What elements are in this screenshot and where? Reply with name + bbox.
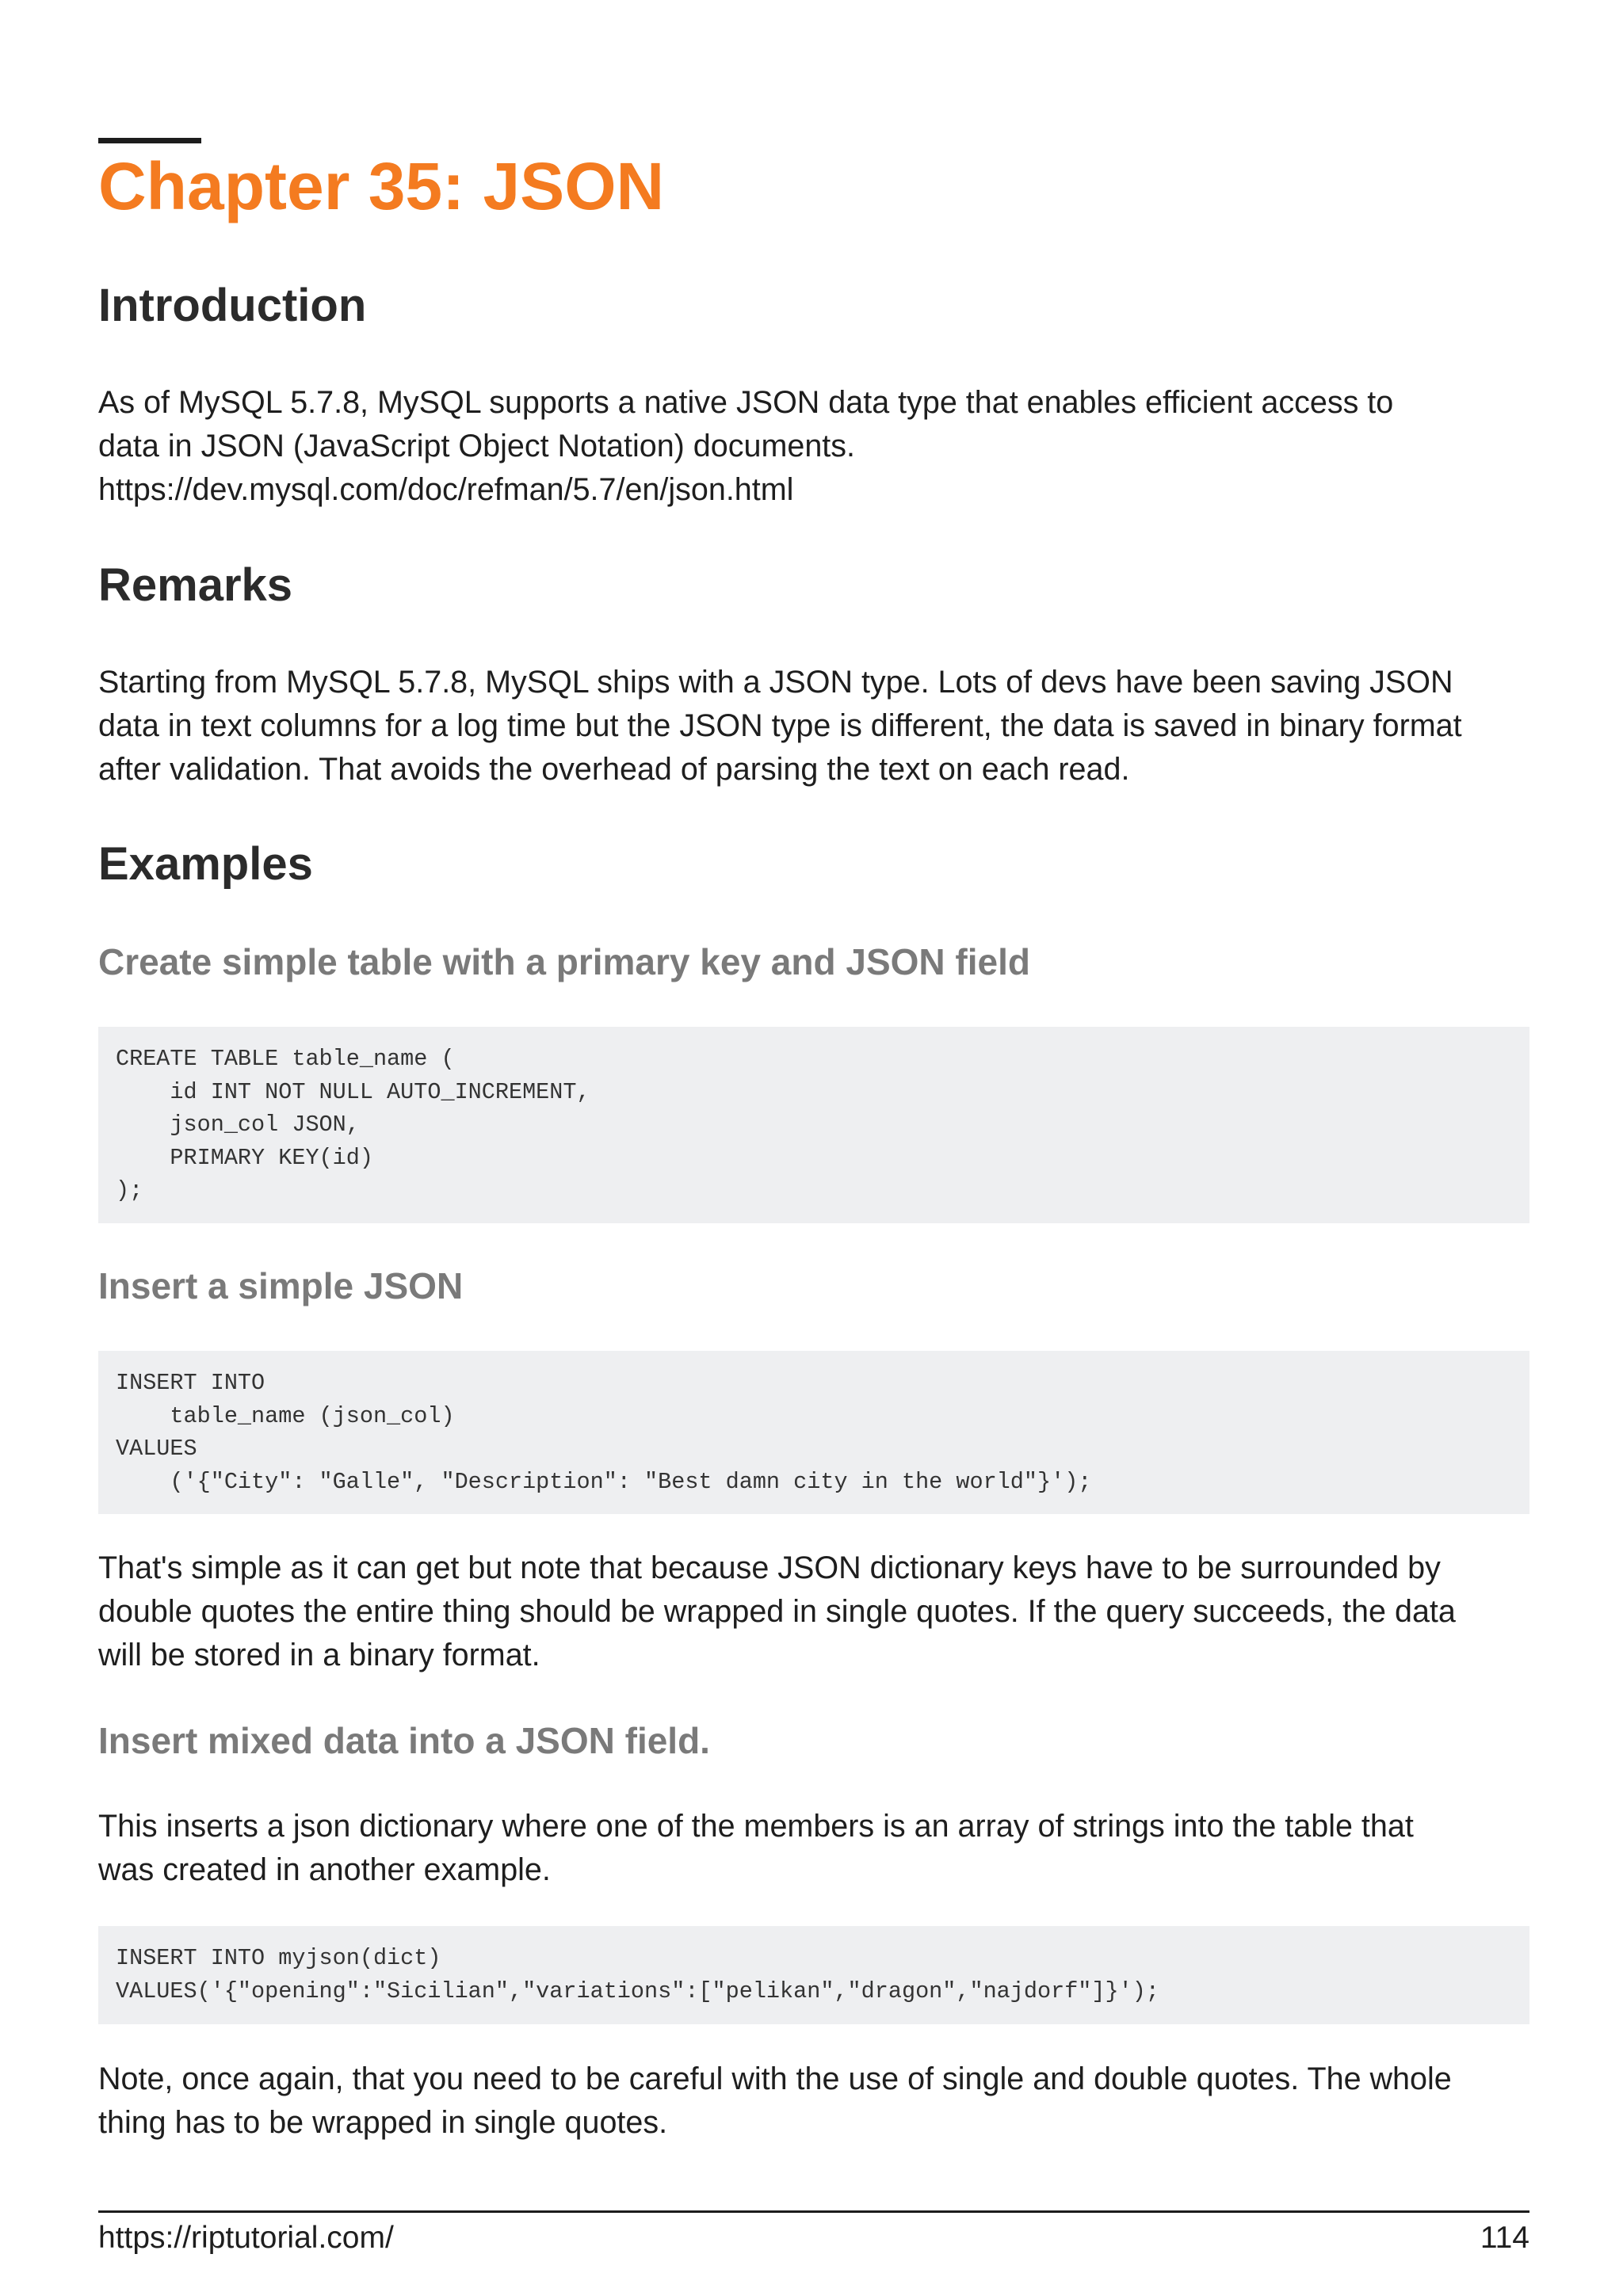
introduction-heading: Introduction [98, 280, 367, 331]
intro-line: was created in another example. [98, 1852, 551, 1887]
insert-simple-heading: Insert a simple JSON [98, 1265, 464, 1306]
insert-mixed-code-block [98, 1926, 1529, 2024]
create-table-code-block [98, 1027, 1529, 1223]
code-line: VALUES [116, 1436, 197, 1462]
code-line: INSERT INTO myjson(dict) [116, 1945, 441, 1971]
examples-heading: Examples [98, 838, 313, 890]
remarks-heading: Remarks [98, 559, 293, 611]
introduction-paragraph [98, 381, 1529, 512]
note-line: double quotes the entire thing should be wrapped in single quotes. If the query succeeds, the data [98, 1594, 1456, 1629]
code-line: VALUES('{"opening":"Sicilian","variations":["pelikan","dragon","najdorf"]}'); [116, 1978, 1159, 2004]
introduction-link[interactable]: https://dev.mysql.com/doc/refman/5.7/en/json.html [98, 472, 794, 507]
introduction-line: data in JSON (JavaScript Object Notation) documents. [98, 429, 856, 463]
chapter-title: Chapter 35: JSON [98, 149, 665, 223]
footer-rule [98, 2210, 1529, 2213]
remarks-line: data in text columns for a log time but the JSON type is different, the data is saved in binary format [98, 708, 1462, 743]
document-page [98, 0, 1529, 2296]
code-line: CREATE TABLE table_name ( [116, 1046, 455, 1072]
intro-line: This inserts a json dictionary where one of the members is an array of strings into the table that [98, 1809, 1414, 1844]
insert-mixed-heading: Insert mixed data into a JSON field. [98, 1720, 710, 1761]
insert-mixed-note [98, 2058, 1529, 2145]
footer-url-link[interactable]: https://riptutorial.com/ [98, 2221, 394, 2255]
insert-simple-code-block [98, 1351, 1529, 1514]
code-line: PRIMARY KEY(id) [116, 1144, 373, 1171]
remarks-line: Starting from MySQL 5.7.8, MySQL ships with a JSON type. Lots of devs have been saving JSON [98, 665, 1453, 700]
introduction-line: As of MySQL 5.7.8, MySQL supports a native JSON data type that enables efficient access to [98, 385, 1394, 420]
code-line: table_name (json_col) [116, 1402, 455, 1429]
insert-simple-note [98, 1547, 1529, 1677]
note-line: thing has to be wrapped in single quotes. [98, 2105, 668, 2140]
note-line: will be stored in a binary format. [98, 1638, 540, 1672]
code-line: json_col JSON, [116, 1112, 360, 1138]
remarks-paragraph [98, 661, 1529, 791]
create-table-heading: Create simple table with a primary key and JSON field [98, 941, 1030, 982]
code-line: ); [116, 1177, 143, 1203]
page-number: 114 [1480, 2221, 1529, 2255]
code-line: ('{"City": "Galle", "Description": "Best damn city in the world"}'); [116, 1468, 1092, 1495]
remarks-line: after validation. That avoids the overhead of parsing the text on each read. [98, 752, 1130, 787]
note-line: Note, once again, that you need to be careful with the use of single and double quotes. The whole [98, 2061, 1452, 2096]
note-line: That's simple as it can get but note that because JSON dictionary keys have to be surrounded by [98, 1550, 1441, 1585]
insert-mixed-intro [98, 1805, 1529, 1892]
code-line: INSERT INTO [116, 1370, 265, 1396]
code-line: id INT NOT NULL AUTO_INCREMENT, [116, 1078, 590, 1105]
